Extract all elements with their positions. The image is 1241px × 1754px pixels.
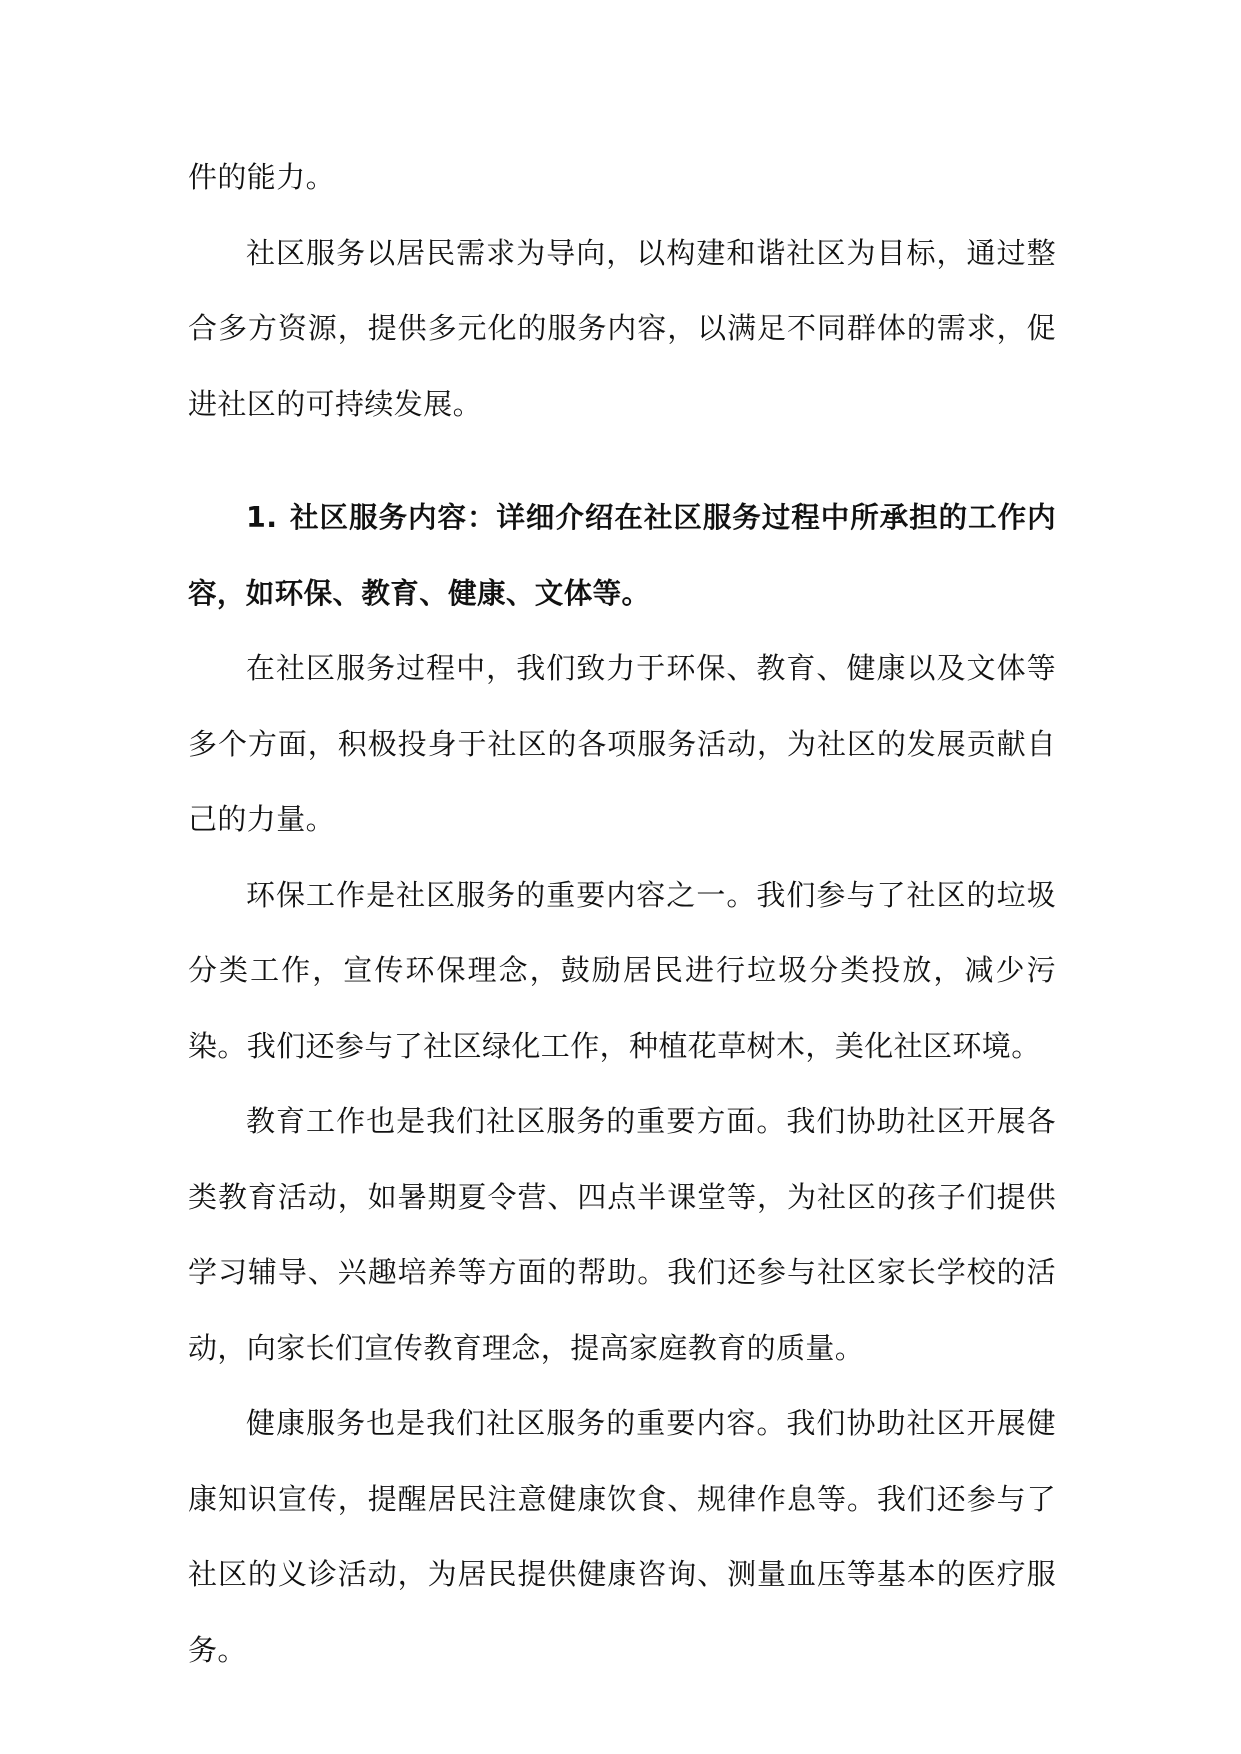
paragraph-service-areas: 在社区服务过程中，我们致力于环保、教育、健康以及文体等多个方面，积极投身于社区的各项服务活动，为社区的发展贡献自己的力量。	[188, 651, 1056, 836]
paragraph-health: 健康服务也是我们社区服务的重要内容。我们协助社区开展健康知识宣传，提醒居民注意健康饮食、规律作息等。我们还参与了社区的义诊活动，为居民提供健康咨询、测量血压等基本的医疗服务。	[188, 1406, 1056, 1667]
paragraph-environmental: 环保工作是社区服务的重要内容之一。我们参与了社区的垃圾分类工作，宣传环保理念，鼓励居民进行垃圾分类投放，减少污染。我们还参与了社区绿化工作，种植花草树木，美化社区环境。	[188, 877, 1056, 1063]
section-heading-text: 社区服务内容：详细介绍在社区服务过程中所承担的工作内容，如环保、教育、健康、文体等。	[188, 501, 1056, 610]
paragraph-community-service-intro: 社区服务以居民需求为导向，以构建和谐社区为目标，通过整合多方资源，提供多元化的服务内容，以满足不同群体的需求，促进社区的可持续发展。	[188, 235, 1056, 421]
paragraph-education: 教育工作也是我们社区服务的重要方面。我们协助社区开展各类教育活动，如暑期夏令营、四点半课堂等，为社区的孩子们提供学习辅导、兴趣培养等方面的帮助。我们还参与社区家长学校的活动，向家长们宣传教育理念，提高家庭教育的质量。	[188, 1104, 1056, 1365]
section-heading	[188, 480, 1056, 631]
paragraph-continuation: 件的能力。	[188, 160, 336, 194]
document-body	[188, 140, 1056, 1688]
section-number: 1.	[246, 501, 278, 534]
